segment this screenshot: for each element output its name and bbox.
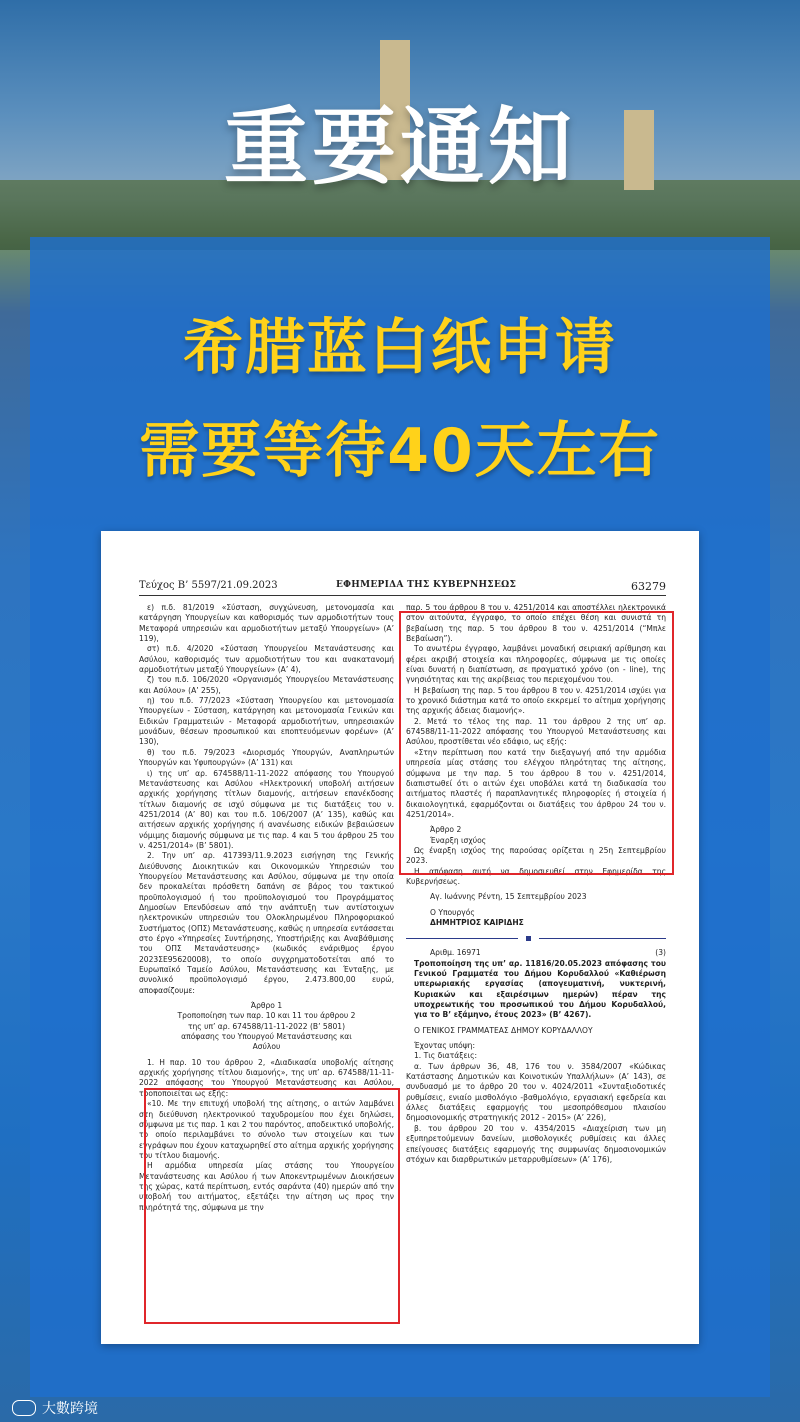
paragraph: θ) του π.δ. 79/2023 «Διορισμός Υπουργών, Αναπληρωτών Υπουργών και Υφυπουργών» (Α’ 131) και [139, 747, 394, 768]
paragraph: 2. Την υπ’ αρ. 417393/11.9.2023 εισήγηση της Γενικής Διεύθυνσης Διοικητικών και Οικονομικών Υπηρεσιών του Υπουργείου Μετανάστευσης και Ασύλου, σύμφωνα με την οποία δεν προκαλείται πρόσθετη δαπάνη σε βάρος του τακτικού προϋπολογισμού ή του προϋπολογισμού του Προγράμματος Δημοσίων Επενδύσεων από την ανάπτυξη των αντίστοιχων ηλεκτρονικών υπηρεσιών του Ολοκληρωμένου Πληροφοριακού Συστήματος (ΟΠΣ) Μετανάστευσης, καθώς η υπηρεσία εντάσσεται στο έργο «Υπηρεσίες Συντήρησης, Υποστήριξης και Αναβάθμισης του ΟΠΣ Μετανάστευσης» (κωδικός ενάριθμος έργου 2023ΣΕ95620008), το οποίο συγχρηματοδοτείται από το Ευρωπαϊκό Ταμείο Ασύλου, Μετανάστευσης και Ένταξης, με συνολικό προϋπολογισμό έργου, 2.473.800,00 ευρώ, αποφασίζουμε: [139, 851, 394, 995]
paragraph: η) του π.δ. 77/2023 «Σύσταση Υπουργείου και μετονομασία Υπουργείων - Σύσταση, κατάργηση και μετονομασία Γενικών και Ειδικών Γραμματειών - Μεταφορά αρμοδιοτήτων, υπηρεσιακών μονάδων, θέσεων προσωπικού και εποπτευόμενων φορέων» (Α’ 130), [139, 696, 394, 747]
signature-place-date: Αγ. Ιωάννης Ρέντη, 15 Σεπτεμβρίου 2023 [430, 892, 587, 902]
gazette-name: ΕΦΗΜΕΡΙΔΑ ΤΗΣ ΚΥΒΕΡΝΗΣΕΩΣ [336, 580, 517, 590]
highlight-box-article-1 [144, 1088, 400, 1324]
article-2-title: Έναρξη ισχύος [430, 835, 487, 845]
paragraph: ζ) του π.δ. 106/2020 «Οργανισμός Υπουργείου Μετανάστευσης και Ασύλου» (Α’ 255), [139, 675, 394, 695]
article-1-heading: Άρθρο 1 [250, 1001, 283, 1011]
paragraph: 1. Τις διατάξεις: [414, 1051, 478, 1061]
gazette-header [139, 580, 666, 594]
paragraph: Το ανωτέρω έγγραφο, λαμβάνει μοναδική σειριακή αρίθμηση και φέρει ακριβή στοιχεία και πληροφορίες, σύμφωνα με τις οποίες είναι δυνατή η διαπίστωση, σε πραγματικό χρόνο (on - line), της γνησιότητας και της ακρίβειας του περιεχομένου του. [406, 644, 666, 685]
signature-name: ΔΗΜΗΤΡΙΟΣ ΚΑΙΡΙΔΗΣ [430, 917, 524, 927]
subheading-line-1: 希腊蓝白纸申请 [183, 313, 617, 383]
decision-ref: (3) [655, 948, 666, 958]
page-title: 重要通知 [223, 98, 576, 196]
gazette-page [101, 531, 699, 1344]
paragraph: «10. Με την επιτυχή υποβολή της αίτησης, ο αιτών λαμβάνει στη διεύθυνση ηλεκτρονικού ταχυδρομείου που έχει δηλώσει, σύμφωνα με τις παρ. 1 και 2 του παρόντος, αποδεικτικό υποβολής, το οποίο περιλαμβάνει το σύνολο των στοιχείων και των εγγράφων που έχουν καταχωρηθεί στο αίτημα αρχικής χορήγησης του τίτλου διαμονής. [139, 1099, 394, 1160]
decision-title: Τροποποίηση της υπ’ αρ. 11816/20.05.2023 απόφασης του Γενικού Γραμματέα του Δήμου Κορυδαλλού «Καθιέρωση υπερωριακής εργασίας (απογευματινή, νυκτερινή, Κυριακών και εξαιρέσιμων ημερών) πέραν της υποχρεωτικής του προσωπικού του Δήμου Κορυδαλλού, για το Β’ εξάμηνο, έτους 2023» (Β’ 4267). [414, 958, 666, 1020]
subheading-line-2: 需要等待40天左右 [139, 416, 661, 486]
page-number: 63279 [631, 580, 666, 593]
paragraph: α. Των άρθρων 36, 48, 176 του ν. 3584/2007 «Κώδικας Κατάστασης Δημοτικών και Κοινοτικών Υπαλλήλων» (Α’ 143), σε συνδυασμό με το άρθρο 20 του ν. 4024/2011 «Συνταξιοδοτικές ρυθμίσεις, ενιαίο μισθολόγιο -βαθμολόγιο, εργασιακή εφεδρεία και άλλες διατάξεις εφαρμογής του μεσοπρόθεσμου πλαισίου δημοσιονομικής στρατηγικής 2012 - 2015» (Α’ 226), [406, 1061, 666, 1123]
paragraph: Έχοντας υπόψη: [414, 1041, 476, 1051]
article-1-title: Τροποποίηση των παρ. 10 και 11 του άρθρου 2 της υπ’ αρ. 674588/11-11-2022 (Β’ 5801) απόφασης του Υπουργού Μετανάστευσης και Ασύλου [177, 1011, 356, 1052]
paragraph: ι) της υπ’ αρ. 674588/11-11-2022 απόφασης του Υπουργού Μετανάστευσης και Ασύλου «Ηλεκτρονική υποβολή αιτήσεων αρχικής χορήγησης τίτλων διαμονής, αιτήσεων επανέκδοσης τίτλων διαμονής σε ισχύ σύμφωνα με τις διατάξεις του ν. 4251/2014 (Α’ 80) και του π.δ. 106/2007 (Α’ 135), καθώς και αιτήσεων αρχικής χορήγησης ή ανανέωσης ειδικών βεβαιώσεων νόμιμης διαμονής σύμφωνα με τις παρ. 4 και 5 του άρθρου 25 του ν. 4251/2014» (Β’ 5801). [139, 768, 394, 850]
watermark-logo [12, 1398, 98, 1418]
paragraph: Η βεβαίωση της παρ. 5 του άρθρου 8 του ν. 4251/2014 ισχύει για το χρονικό διάστημα κατά το οποίο εκκρεμεί το αίτημα χορήγησης της αρχικής άδειας διαμονής». [406, 685, 666, 716]
paragraph: Ως έναρξη ισχύος της παρούσας ορίζεται η 25η Σεπτεμβρίου 2023. [406, 845, 666, 866]
watermark-text: 大數跨境 [42, 1401, 98, 1417]
article-2-heading: Άρθρο 2 [430, 825, 462, 835]
issue-number: Τεύχος Β’ 5597/21.09.2023 [139, 580, 278, 591]
paragraph: παρ. 5 του άρθρου 8 του ν. 4251/2014 και αποστέλλει ηλεκτρονικά στον αιτούντα, έγγραφο, το οποίο επέχει θέση και συνιστά τη βεβαίωση της παρ. 5 του άρθρου 8 του ν. 4251/2014 (“Μπλε Βεβαίωση”). [406, 603, 666, 644]
paragraph: Η απόφαση αυτή να δημοσιευθεί στην Εφημερίδα της Κυβερνήσεως. [406, 866, 666, 886]
header-rule [139, 595, 666, 596]
paragraph: στ) π.δ. 4/2020 «Σύσταση Υπουργείου Μετανάστευσης και Ασύλου, καθορισμός των αρμοδιοτήτων του και ανακατανομή αρμοδιοτήτων μεταξύ Υπουργείων» (Α’ 4), [139, 644, 394, 675]
paragraph: β. του άρθρου 20 του ν. 4354/2015 «Διαχείριση των μη εξυπηρετούμενων δανείων, μισθολογικές ρυθμίσεις και άλλες επείγουσες διατάξεις εφαρμογής της συμφωνίας δημοσιονομικών στόχων και διαρθρωτικών μεταρρυθμίσεων» (Α’ 176), [406, 1123, 666, 1164]
paragraph: ε) π.δ. 81/2019 «Σύσταση, συγχώνευση, μετονομασία και κατάργηση Υπουργείων και καθορισμός των αρμοδιοτήτων τους Μεταφορά υπηρεσιών και αρμοδιοτήτων μεταξύ Υπουργείων» (Α’ 119), [139, 603, 394, 644]
signature-role: Ο Υπουργός [430, 907, 475, 917]
decision-number-row [406, 948, 666, 958]
highlight-box-blue-certificate [399, 611, 674, 875]
section-separator [406, 934, 666, 942]
decision-number: Αριθμ. 16971 [430, 948, 481, 958]
paragraph: 2. Μετά το τέλος της παρ. 11 του άρθρου 2 της υπ’ αρ. 674588/11-11-2022 απόφασης του Υπουργού Μετανάστευσης και Ασύλου, προστίθεται νέο εδάφιο, ως εξής: [406, 716, 666, 747]
paragraph: 1. Η παρ. 10 του άρθρου 2, «Διαδικασία υποβολής αίτησης αρχικής χορήγησης τίτλου διαμονής», της υπ’ αρ. 674588/11-11-2022 απόφασης του Υπουργού Μετανάστευσης και Ασύλου, τροποποιείται ως εξής: [139, 1057, 394, 1098]
logo-mark-icon [12, 1400, 36, 1416]
paragraph: «Στην περίπτωση που κατά την διεξαγωγή από την αρμόδια υπηρεσία μίας στάσης του ελέγχου πληρότητας της αίτησης, σύμφωνα με την παρ. 5 του άρθρου 8 του ν. 4251/2014, διαπιστωθεί ότι ο αιτών έχει υποβάλει κατά τη διαδικασία του αιτήματος πλαστές ή παραπλανητικές πληροφορίες ή στοιχεία ή δικαιολογητικά, εφαρμόζονται οι διατάξεις του άρθρου 24 του ν. 4251/2014». [406, 747, 666, 819]
decision-authority: Ο ΓΕΝΙΚΟΣ ΓΡΑΜΜΑΤΕΑΣ ΔΗΜΟΥ ΚΟΡΥΔΑΛΛΟΥ [414, 1025, 593, 1035]
paragraph: Η αρμόδια υπηρεσία μίας στάσης του Υπουργείου Μετανάστευσης και Ασύλου ή των Αποκεντρωμένων Διοικήσεων της χώρας, κατά περίπτωση, εντός σαράντα (40) ημερών από την υποβολή του αιτήματος, εξετάζει την αίτηση ως προς την πληρότητά της, σύμφωνα με την [139, 1161, 394, 1212]
